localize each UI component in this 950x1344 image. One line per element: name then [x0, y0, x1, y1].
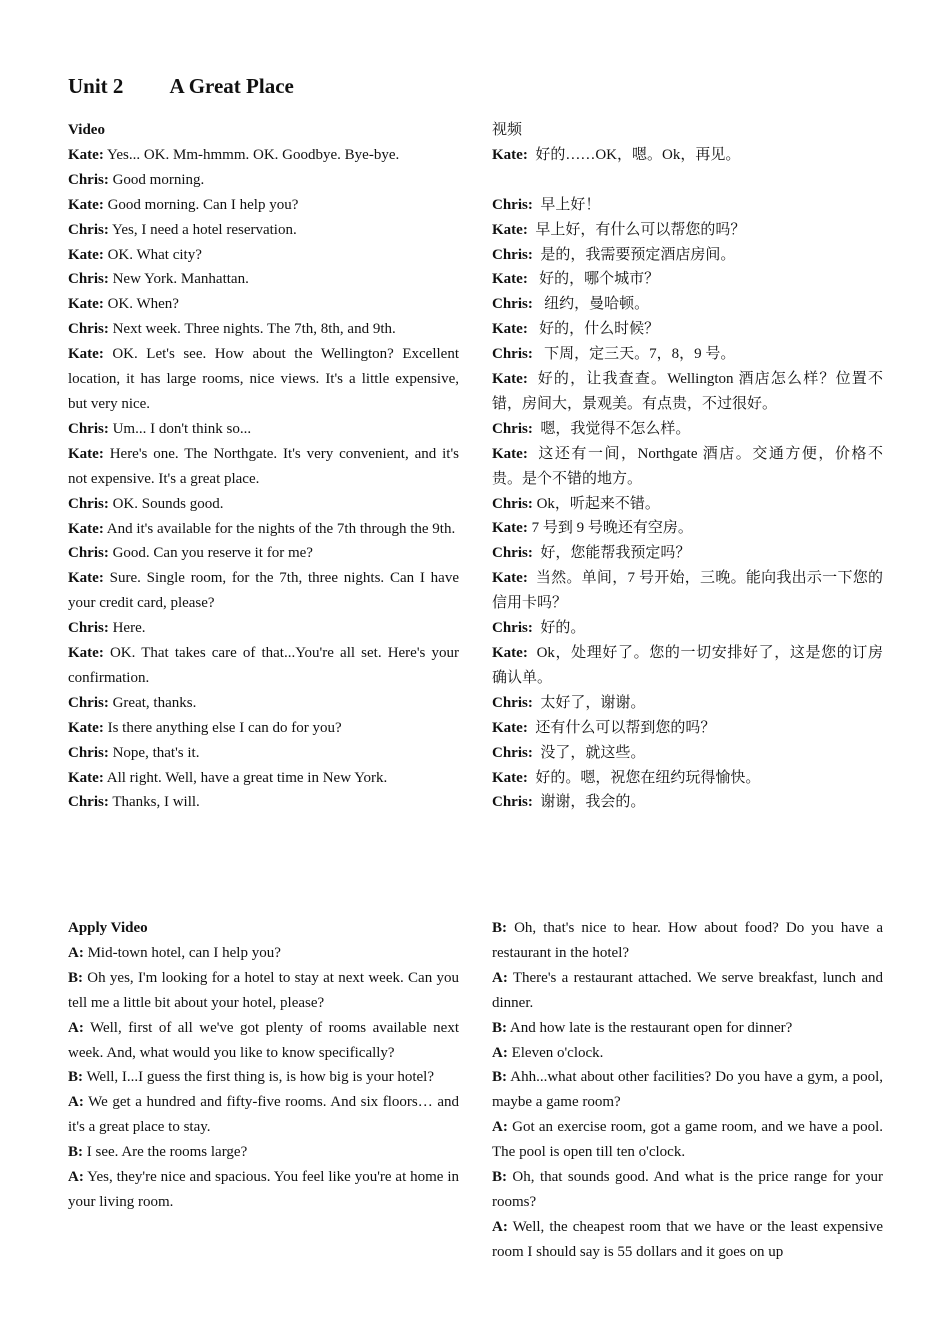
dialogue-line [492, 317, 883, 342]
dialogue-line [68, 218, 459, 243]
line-text: Well, the cheapest room that we have or the least expensive room I should say is 55 dollars and it goes on up [492, 1218, 887, 1260]
line-text: 是的，我需要预定酒店房间。 [532, 246, 736, 263]
apply-video-transcript-part1 [68, 916, 463, 1215]
dialogue-line [68, 741, 459, 766]
line-text: 好的，什么时候？ [527, 321, 660, 338]
dialogue-line [492, 766, 883, 791]
speaker-label: B: [68, 1069, 83, 1086]
line-text: We get a hundred and fifty-five rooms. And six floors… and it's a great place to stay. [68, 1094, 463, 1136]
dialogue-line [492, 367, 883, 417]
line-text: Is there anything else I can do for you? [103, 719, 342, 736]
dialogue-line [68, 193, 459, 218]
line-text: Sure. Single room, for the 7th, three nights. Can I have your credit card, please? [68, 570, 463, 612]
speaker-label: Chris: [68, 321, 109, 338]
dialogue-line [68, 168, 459, 193]
line-text: Um... I don't think so... [108, 420, 252, 437]
line-text: New York. Manhattan. [108, 271, 249, 288]
dialogue-line [68, 317, 459, 342]
line-text: Got an exercise room, got a game room, and we have a pool. The pool is open till ten o'clock. [492, 1119, 887, 1161]
line-text: 早上好，有什么可以帮您的吗？ [527, 221, 746, 238]
line-text: 好的，让我查查。Wellington 酒店怎么样？位置不错，房间大，景观美。有点贵，不过很好。 [492, 371, 883, 412]
line-text: 谢谢，我会的。 [532, 794, 646, 811]
dialogue-line [492, 641, 883, 691]
dialogue-line [68, 941, 459, 966]
spacer [492, 168, 883, 193]
line-text: 纽约，曼哈顿。 [532, 296, 650, 313]
video-transcript-chinese [492, 118, 883, 815]
dialogue-line [492, 541, 883, 566]
line-text: OK. That takes care of that...You're all set. Here's your confirmation. [68, 645, 463, 686]
line-text: Good. Can you reserve it for me? [108, 545, 313, 562]
speaker-label: Chris: [68, 420, 109, 437]
video-transcript-english [68, 118, 463, 815]
line-text: Oh yes, I'm looking for a hotel to stay at next week. Can you tell me a little bit about your hotel, please? [68, 969, 463, 1011]
speaker-label: Kate: [68, 296, 104, 313]
dialogue-line [492, 516, 883, 541]
line-text: And it's available for the nights of the 7th through the 9th. [103, 520, 456, 537]
line-text: I see. Are the rooms large? [83, 1144, 248, 1161]
dialogue-line [68, 342, 463, 417]
speaker-label: Chris: [492, 196, 533, 213]
speaker-label: Chris: [492, 296, 533, 313]
line-text: Oh, that's nice to hear. How about food? Do you have a restaurant in the hotel? [492, 920, 887, 961]
speaker-label: Chris: [68, 271, 109, 288]
speaker-label: Chris: [492, 694, 533, 711]
line-text: 早上好！ [532, 196, 601, 213]
dialogue-line [492, 267, 883, 292]
dialogue-line [492, 790, 883, 815]
dialogue-line [68, 292, 459, 317]
line-text: 太好了，谢谢。 [532, 694, 646, 711]
unit-title [68, 74, 294, 99]
speaker-label: Kate: [68, 645, 104, 662]
dialogue-line [68, 716, 459, 741]
dialogue-line [68, 616, 459, 641]
speaker-label: B: [492, 1069, 507, 1086]
apply-video-transcript-part2 [492, 916, 887, 1265]
speaker-label: Kate: [492, 321, 528, 338]
speaker-label: Chris: [68, 744, 109, 761]
dialogue-line [68, 790, 459, 815]
speaker-label: Kate: [492, 271, 528, 288]
line-text: Good morning. Can I help you? [103, 196, 299, 213]
speaker-label: Kate: [492, 769, 528, 786]
dialogue-line [492, 292, 883, 317]
line-text: 好，您能帮我预定吗？ [532, 545, 691, 562]
line-text: Mid-town hotel, can I help you? [83, 944, 281, 961]
speaker-label: Kate: [68, 196, 104, 213]
speaker-label: A: [492, 969, 508, 986]
dialogue-line [492, 1165, 887, 1215]
dialogue-line [492, 1016, 883, 1041]
speaker-label: Kate: [492, 445, 528, 462]
speaker-label: B: [492, 920, 507, 936]
speaker-label: B: [492, 1019, 507, 1036]
video-heading-chinese: 视频 [492, 122, 523, 138]
dialogue-line [68, 766, 459, 791]
speaker-label: Kate: [68, 146, 104, 163]
dialogue-line [492, 417, 883, 442]
line-text: Yes... OK. Mm-hmmm. OK. Goodbye. Bye-bye. [103, 146, 400, 163]
line-text: 当然。单间，7 号开始，三晚。能向我出示一下您的信用卡吗？ [492, 570, 883, 612]
speaker-label: Chris: [492, 495, 533, 512]
dialogue-line [492, 492, 883, 517]
line-text: Next week. Three nights. The 7th, 8th, and 9th. [108, 321, 396, 338]
speaker-label: A: [68, 1094, 84, 1111]
line-text: Well, I...I guess the first thing is, is how big is your hotel? [83, 1069, 434, 1086]
speaker-label: Kate: [68, 445, 104, 462]
line-text: Yes, they're nice and spacious. You feel like you're at home in your living room. [68, 1169, 463, 1210]
speaker-label: Kate: [492, 146, 528, 163]
speaker-label: A: [68, 1019, 84, 1036]
line-text: Great, thanks. [108, 694, 197, 711]
line-text: Ok，听起来不错。 [532, 495, 660, 512]
speaker-label: Kate: [68, 346, 104, 363]
apply-video-heading: Apply Video [68, 920, 148, 936]
dialogue-line [492, 566, 883, 616]
dialogue-line [68, 517, 459, 542]
line-text: Good morning. [108, 171, 205, 188]
speaker-label: Chris: [68, 694, 109, 711]
speaker-label: Kate: [492, 570, 528, 587]
dialogue-line [68, 417, 459, 442]
line-text: Ok，处理好了。您的一切安排好了，这是您的订房确认单。 [492, 645, 883, 686]
speaker-label: Chris: [492, 420, 533, 437]
line-text: 没了，就这些。 [532, 744, 646, 761]
dialogue-line [492, 741, 883, 766]
line-text: Well, first of all we've got plenty of rooms available next week. And, what would you like to know specifically? [68, 1019, 463, 1061]
line-text: 这还有一间，Northgate 酒店。交通方便，价格不贵。是个不错的地方。 [492, 445, 883, 487]
speaker-label: Chris: [68, 794, 109, 811]
line-text: OK. When? [103, 296, 179, 313]
line-text: All right. Well, have a great time in New York. [103, 769, 388, 786]
speaker-label: Kate: [68, 769, 104, 786]
dialogue-line [68, 1140, 459, 1165]
dialogue-line [492, 143, 883, 168]
line-text: 好的。 [532, 620, 586, 637]
line-text: OK. What city? [103, 246, 202, 263]
speaker-label: Kate: [492, 221, 528, 238]
line-text: Oh, that sounds good. And what is the price range for your rooms? [492, 1169, 887, 1210]
dialogue-line [68, 1165, 463, 1215]
dialogue-line [68, 442, 463, 492]
unit-name: A Great Place [169, 74, 294, 98]
line-text: 好的……OK，嗯。Ok，再见。 [527, 146, 741, 163]
speaker-label: B: [68, 969, 83, 986]
line-text: Yes, I need a hotel reservation. [108, 221, 297, 238]
dialogue-line [492, 1215, 887, 1265]
dialogue-line [492, 442, 883, 492]
speaker-label: A: [492, 1119, 508, 1136]
speaker-label: A: [68, 1169, 84, 1186]
dialogue-line [492, 966, 887, 1016]
speaker-label: Kate: [492, 371, 528, 388]
speaker-label: Chris: [492, 246, 533, 263]
line-text: 嗯，我觉得不怎么样。 [532, 420, 691, 437]
dialogue-line [68, 492, 459, 517]
dialogue-line [68, 691, 459, 716]
speaker-label: A: [492, 1218, 508, 1235]
dialogue-line [492, 616, 883, 641]
speaker-label: Chris: [492, 794, 533, 811]
speaker-label: Kate: [68, 719, 104, 736]
line-text: And how late is the restaurant open for dinner? [507, 1019, 793, 1036]
dialogue-line [492, 342, 883, 367]
dialogue-line [68, 641, 463, 691]
line-text: Here's one. The Northgate. It's very convenient, and it's not expensive. It's a great place. [68, 445, 463, 487]
line-text: There's a restaurant attached. We serve breakfast, lunch and dinner. [492, 969, 887, 1011]
dialogue-line [492, 716, 883, 741]
line-text: Here. [108, 620, 146, 637]
unit-number: Unit 2 [68, 74, 124, 98]
dialogue-line [492, 916, 887, 966]
speaker-label: Chris: [68, 171, 109, 188]
video-heading: Video [68, 122, 105, 138]
speaker-label: Kate: [68, 570, 104, 587]
speaker-label: A: [68, 944, 84, 961]
speaker-label: Chris: [68, 620, 109, 637]
line-text: 下周，定三天。7，8，9 号。 [532, 346, 736, 363]
dialogue-line [68, 541, 459, 566]
speaker-label: Chris: [492, 346, 533, 363]
line-text: OK. Let's see. How about the Wellington? Excellent location, it has large rooms, nice views. It's a little expensive, but very nice. [68, 346, 463, 412]
dialogue-line [492, 691, 883, 716]
speaker-label: Chris: [68, 545, 109, 562]
dialogue-line [68, 1016, 463, 1066]
speaker-label: B: [68, 1144, 83, 1161]
speaker-label: Kate: [492, 719, 528, 736]
line-text: 好的。嗯，祝您在纽约玩得愉快。 [527, 769, 761, 786]
dialogue-line [492, 1065, 887, 1115]
line-text: 7 号到 9 号晚还有空房。 [527, 520, 693, 537]
line-text: OK. Sounds good. [108, 495, 224, 512]
dialogue-line [492, 243, 883, 268]
line-text: 好的，哪个城市？ [527, 271, 660, 288]
dialogue-line [492, 1041, 883, 1066]
line-text: Ahh...what about other facilities? Do you have a gym, a pool, maybe a game room? [492, 1069, 887, 1111]
dialogue-line [68, 1065, 459, 1090]
speaker-label: Kate: [68, 520, 104, 537]
line-text: 还有什么可以帮到您的吗？ [527, 719, 716, 736]
speaker-label: Chris: [492, 545, 533, 562]
dialogue-line [68, 243, 459, 268]
speaker-label: Chris: [68, 495, 109, 512]
dialogue-line [68, 267, 459, 292]
line-text: Thanks, I will. [108, 794, 200, 811]
line-text: Eleven o'clock. [507, 1044, 604, 1061]
dialogue-line [492, 218, 883, 243]
speaker-label: Chris: [492, 744, 533, 761]
dialogue-line [492, 193, 883, 218]
dialogue-line [492, 1115, 887, 1165]
speaker-label: B: [492, 1169, 507, 1186]
speaker-label: Chris: [492, 620, 533, 637]
speaker-label: A: [492, 1044, 508, 1061]
dialogue-line [68, 1090, 463, 1140]
dialogue-line [68, 143, 459, 168]
speaker-label: Kate: [68, 246, 104, 263]
speaker-label: Chris: [68, 221, 109, 238]
line-text: Nope, that's it. [108, 744, 200, 761]
dialogue-line [68, 966, 463, 1016]
speaker-label: Kate: [492, 645, 528, 662]
dialogue-line [68, 566, 463, 616]
speaker-label: Kate: [492, 520, 528, 537]
